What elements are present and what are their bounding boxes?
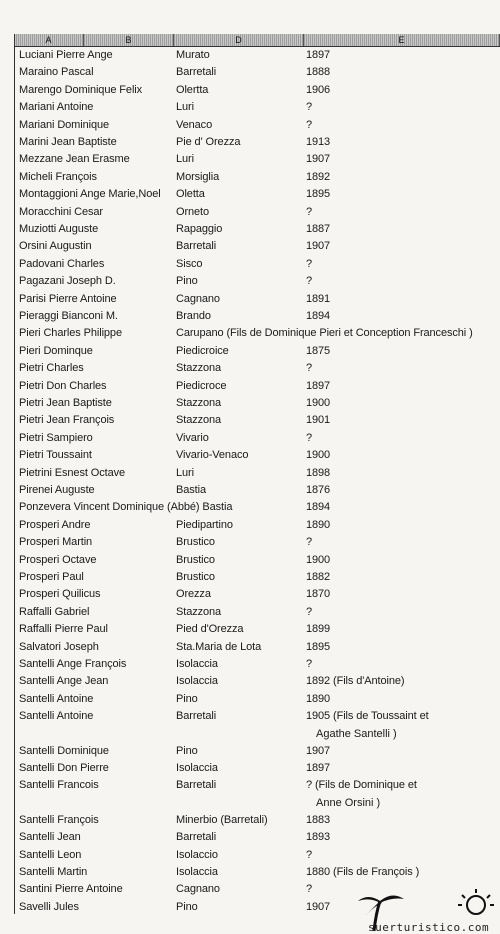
table-row: [0, 429, 500, 447]
cell-year: 1883: [306, 813, 331, 826]
cell-year: 1900: [306, 397, 331, 409]
cell-year: ?: [306, 848, 313, 861]
cell-name: Marengo Dominique Felix: [19, 83, 143, 96]
cell-name: Orsini Augustin: [19, 240, 92, 253]
cell-place: Morsiglia: [176, 170, 220, 183]
cell-place: Sisco: [176, 257, 203, 270]
cell-place: Stazzona: [176, 414, 222, 427]
cell-year: ?: [306, 362, 313, 375]
table-row: [0, 620, 500, 638]
cell-place: Barretali: [176, 710, 217, 723]
cell-name: Pieri Dominque: [19, 344, 93, 357]
table-row: [0, 63, 500, 81]
cell-place: Luri: [176, 466, 194, 479]
table-row: [0, 585, 500, 603]
cell-year: 1892: [306, 170, 331, 183]
cell-name: Prosperi Martin: [19, 536, 93, 549]
table-row: [0, 220, 500, 238]
cell-name: Pietri Sampiero: [19, 431, 93, 444]
table-row: [0, 481, 500, 499]
table-row: [0, 255, 500, 273]
cell-year: ?: [306, 118, 313, 131]
table-row: [0, 116, 500, 134]
cell-place: Pino: [176, 275, 198, 288]
cell-year: ?: [306, 431, 313, 444]
cell-place: Isolaccia: [176, 866, 218, 878]
cell-year: 1888: [306, 66, 331, 79]
cell-year: 1894: [306, 310, 331, 322]
cell-place: Brustico: [176, 571, 215, 583]
cell-place: Isolaccio: [176, 848, 218, 861]
table-row: [0, 498, 500, 516]
cell-place: Isolaccia: [176, 658, 218, 670]
table-row: [0, 863, 500, 881]
cell-name: Raffalli Gabriel: [19, 605, 90, 618]
cell-year: 1907: [306, 900, 331, 913]
cell-name: Santelli Don Pierre: [19, 762, 109, 774]
cell-name: Pietri Don Charles: [19, 379, 107, 392]
table-row: [0, 742, 500, 760]
cell-place: Luri: [176, 101, 194, 114]
cell-year: 1890: [306, 518, 331, 531]
cell-place: Venaco: [176, 118, 213, 131]
cell-name: Pietri Jean François: [19, 414, 115, 427]
cell-name: Montaggioni Ange Marie,Noel: [19, 188, 161, 201]
cell-name: Santini Pierre Antoine: [19, 883, 123, 896]
cell-name: Raffalli Pierre Paul: [19, 623, 108, 636]
column-header-b: B: [84, 34, 174, 46]
cell-place: Sta.Maria de Lota: [176, 640, 262, 653]
cell-year: 1907: [306, 744, 331, 757]
cell-year: 1906: [306, 83, 331, 96]
cell-name: Prosperi Quilicus: [19, 588, 101, 601]
table-row: [0, 342, 500, 360]
table-row: [0, 272, 500, 290]
cell-name: Santelli Antoine: [19, 710, 94, 723]
cell-name: Micheli François: [19, 170, 97, 183]
cell-year: 1876: [306, 484, 331, 496]
cell-year: ? (Fils de Dominique et: [306, 779, 417, 792]
watermark-text: suerturistico.com: [368, 921, 490, 934]
table-row: [0, 638, 500, 656]
cell-place: Orezza: [176, 588, 211, 601]
table-row: [0, 759, 500, 777]
column-header-a: A: [14, 34, 84, 46]
cell-place: Bastia: [176, 484, 206, 496]
table-row: [0, 203, 500, 221]
cell-place: Brando: [176, 310, 211, 322]
table-row: [0, 516, 500, 534]
cell-name: Santelli Leon: [19, 848, 82, 861]
cell-year: 1880 (Fils de François ): [306, 866, 420, 878]
cell-year: ?: [306, 605, 313, 618]
cell-year: 1895: [306, 640, 331, 653]
cell-name: Santelli Martin: [19, 866, 88, 878]
table-row: [0, 150, 500, 168]
cell-place: Pino: [176, 744, 198, 757]
cell-name: Pirenei Auguste: [19, 484, 95, 496]
cell-place: Barretali: [176, 66, 217, 79]
cell-year: 1887: [306, 223, 331, 235]
table-row: [0, 133, 500, 151]
table-row: [0, 237, 500, 255]
cell-place: Barretali: [176, 240, 217, 253]
cell-year: 1894: [306, 501, 331, 514]
cell-year: ?: [306, 205, 313, 218]
cell-place: Stazzona: [176, 397, 222, 409]
cell-place: Pie d' Orezza: [176, 136, 241, 148]
cell-year: ?: [306, 883, 313, 896]
column-header-e: E: [304, 34, 500, 46]
cell-year: 1899: [306, 623, 331, 636]
cell-place: Olertta: [176, 83, 209, 96]
cell-year: 1897: [306, 379, 331, 392]
cell-year: 1870: [306, 588, 331, 601]
cell-place: Barretali: [176, 779, 217, 792]
cell-name: Santelli Antoine: [19, 692, 94, 705]
cell-place: Stazzona: [176, 362, 222, 375]
table-row: [0, 828, 500, 846]
cell-year: 1905 (Fils de Toussaint et: [306, 710, 429, 723]
cell-name: Pieraggi Bianconi M.: [19, 310, 118, 322]
cell-place: Brustico: [176, 536, 215, 549]
cell-place: Pino: [176, 692, 198, 705]
cell-name: Pietrini Esnest Octave: [19, 466, 126, 479]
cell-name: Moracchini Cesar: [19, 205, 103, 218]
cell-name: Pieri Charles Philippe: [19, 327, 122, 340]
cell-name: Maraino Pascal: [19, 66, 94, 79]
cell-year: 1900: [306, 553, 331, 566]
cell-name: Luciani Pierre Ange: [19, 49, 113, 61]
cell-name: Prosperi Octave: [19, 553, 97, 566]
cell-year: 1891: [306, 292, 331, 305]
cell-year: 1882: [306, 571, 331, 583]
table-row: [0, 603, 500, 621]
table-row: [0, 846, 500, 864]
cell-name: Mezzane Jean Erasme: [19, 153, 130, 166]
cell-name: Pietri Jean Baptiste: [19, 397, 112, 409]
cell-year: ?: [306, 658, 313, 670]
table-row: [0, 655, 500, 673]
cell-year: 1893: [306, 831, 331, 844]
cell-place: Piedicroce: [176, 379, 227, 392]
cell-year: 1913: [306, 136, 331, 148]
table-row: [0, 98, 500, 116]
cell-place: Stazzona: [176, 605, 222, 618]
table-row: [0, 551, 500, 569]
cell-name: Padovani Charles: [19, 257, 105, 270]
cell-name: Santelli François: [19, 813, 99, 826]
cell-place: Pino: [176, 900, 198, 913]
cell-place: Brustico: [176, 553, 215, 566]
cell-year: 1890: [306, 692, 331, 705]
cell-year: 1897: [306, 49, 331, 61]
cell-name: Salvatori Joseph: [19, 640, 99, 653]
table-row: [0, 185, 500, 203]
cell-name: Santelli Jean: [19, 831, 81, 844]
cell-name: Santelli Ange François: [19, 658, 127, 670]
table-row: [0, 307, 500, 325]
cell-place: Vivario-Venaco: [176, 449, 249, 462]
table-row: [0, 81, 500, 99]
cell-year: 1897: [306, 762, 331, 774]
cell-name: Santelli Francois: [19, 779, 99, 792]
table-row: [0, 707, 500, 725]
table-row: [0, 411, 500, 429]
cell-name: Savelli Jules: [19, 900, 79, 913]
cell-place: Isolaccia: [176, 675, 218, 688]
cell-place: Orneto: [176, 205, 210, 218]
cell-place: Luri: [176, 153, 194, 166]
sun-icon: [458, 889, 494, 914]
cell-year: 1892 (Fils d'Antoine): [306, 675, 405, 688]
table-row: [0, 672, 500, 690]
cell-year: 1875: [306, 344, 331, 357]
cell-year: 1907: [306, 240, 331, 253]
cell-year: 1900: [306, 449, 331, 462]
cell-place: Piedicroice: [176, 344, 229, 357]
cell-name: Pietri Charles: [19, 362, 84, 375]
table-row: [0, 168, 500, 186]
table-row: [0, 568, 500, 586]
table-row: [0, 690, 500, 708]
cell-place: Pied d'Orezza: [176, 623, 244, 636]
cell-place: Cagnano: [176, 883, 220, 896]
cell-year: ?: [306, 275, 313, 288]
table-row: [0, 776, 500, 794]
table-row: [0, 324, 500, 342]
cell-year: 1901: [306, 414, 331, 427]
cell-place: Murato: [176, 49, 210, 61]
table-row: [0, 446, 500, 464]
cell-year: ?: [306, 257, 313, 270]
cell-name: Santelli Dominique: [19, 744, 109, 757]
cell-year: 1907: [306, 153, 331, 166]
cell-place: Vivario: [176, 431, 209, 444]
cell-place: Piedipartino: [176, 518, 233, 531]
cell-name: Muziotti Auguste: [19, 223, 99, 235]
cell-place: Cagnano: [176, 292, 220, 305]
cell-place: Barretali: [176, 831, 217, 844]
table-row: [0, 290, 500, 308]
column-header-d: D: [174, 34, 304, 46]
cell-note: Agathe Santelli ): [316, 727, 397, 740]
cell-year: ?: [306, 536, 313, 549]
table-row: [0, 811, 500, 829]
cell-year: ?: [306, 101, 313, 114]
cell-name: Marini Jean Baptiste: [19, 136, 117, 148]
cell-place: Isolaccia: [176, 762, 218, 774]
cell-name: Santelli Ange Jean: [19, 675, 109, 688]
table-row: [0, 377, 500, 395]
cell-name: Mariani Dominique: [19, 118, 110, 131]
table-row: [0, 464, 500, 482]
cell-place: Carupano (Fils de Dominique Pieri et Conception Franceschi ): [176, 327, 473, 340]
table-row: [0, 394, 500, 412]
cell-place: Minerbio (Barretali): [176, 813, 268, 826]
table-row: [0, 46, 500, 64]
cell-name: Mariani Antoine: [19, 101, 94, 114]
cell-name: Prosperi Andre: [19, 518, 91, 531]
cell-name: Parisi Pierre Antoine: [19, 292, 117, 305]
cell-name: Prosperi Paul: [19, 571, 84, 583]
cell-place: Oletta: [176, 188, 205, 201]
cell-note: Anne Orsini ): [316, 796, 381, 809]
table-row: [0, 533, 500, 551]
cell-place: Rapaggio: [176, 223, 223, 235]
cell-year: 1895: [306, 188, 331, 201]
cell-year: 1898: [306, 466, 331, 479]
cell-name: Pagazani Joseph D.: [19, 275, 116, 288]
cell-name: Pietri Toussaint: [19, 449, 92, 462]
cell-name: Ponzevera Vincent Dominique (Abbé) Bastia: [19, 501, 233, 514]
table-row: [0, 359, 500, 377]
